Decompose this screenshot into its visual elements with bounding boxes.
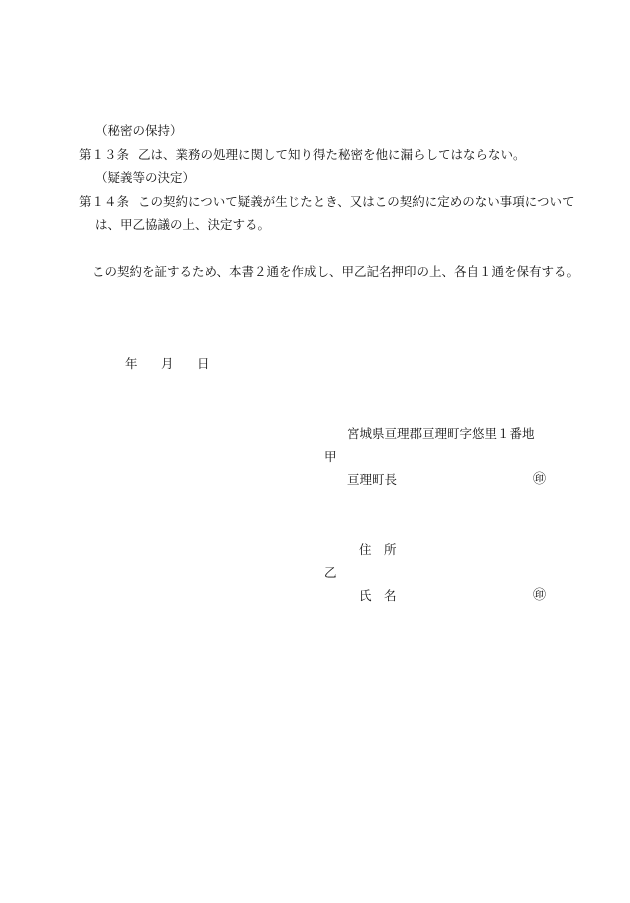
date-day: 日 [197,356,210,371]
date-month: 月 [161,356,174,371]
closing-statement: この契約を証するため、本書２通を作成し、甲乙記名押印の上、各自１通を保有する。 [92,264,580,279]
article-13-text: 乙は、業務の処理に関して知り得た秘密を他に漏らしてはならない。 [138,147,526,162]
article-14-text-line2: は、甲乙協議の上、決定する。 [95,217,271,232]
article-14-heading: （疑義等の決定） [95,170,196,185]
article-14-text-line1: この契約について疑義が生じたとき、又はこの契約に定めのない事項について [138,194,575,209]
article-14-number: 第１４条 [79,194,130,209]
party-a-seal-mark: ㊞ [533,472,547,487]
party-a-address: 宮城県亘理郡亘理町字悠里１番地 [347,426,535,441]
party-b-seal-mark: ㊞ [533,588,547,603]
party-b-label: 乙 [324,565,337,580]
party-a-label: 甲 [324,449,337,464]
article-13-number: 第１３条 [79,147,130,162]
party-a-name: 亘理町長 [347,472,398,487]
party-b-address-label: 住 所 [359,542,397,557]
date-year: 年 [125,356,138,371]
article-13-heading: （秘密の保持） [95,123,183,138]
party-b-name-label: 氏 名 [359,588,397,603]
